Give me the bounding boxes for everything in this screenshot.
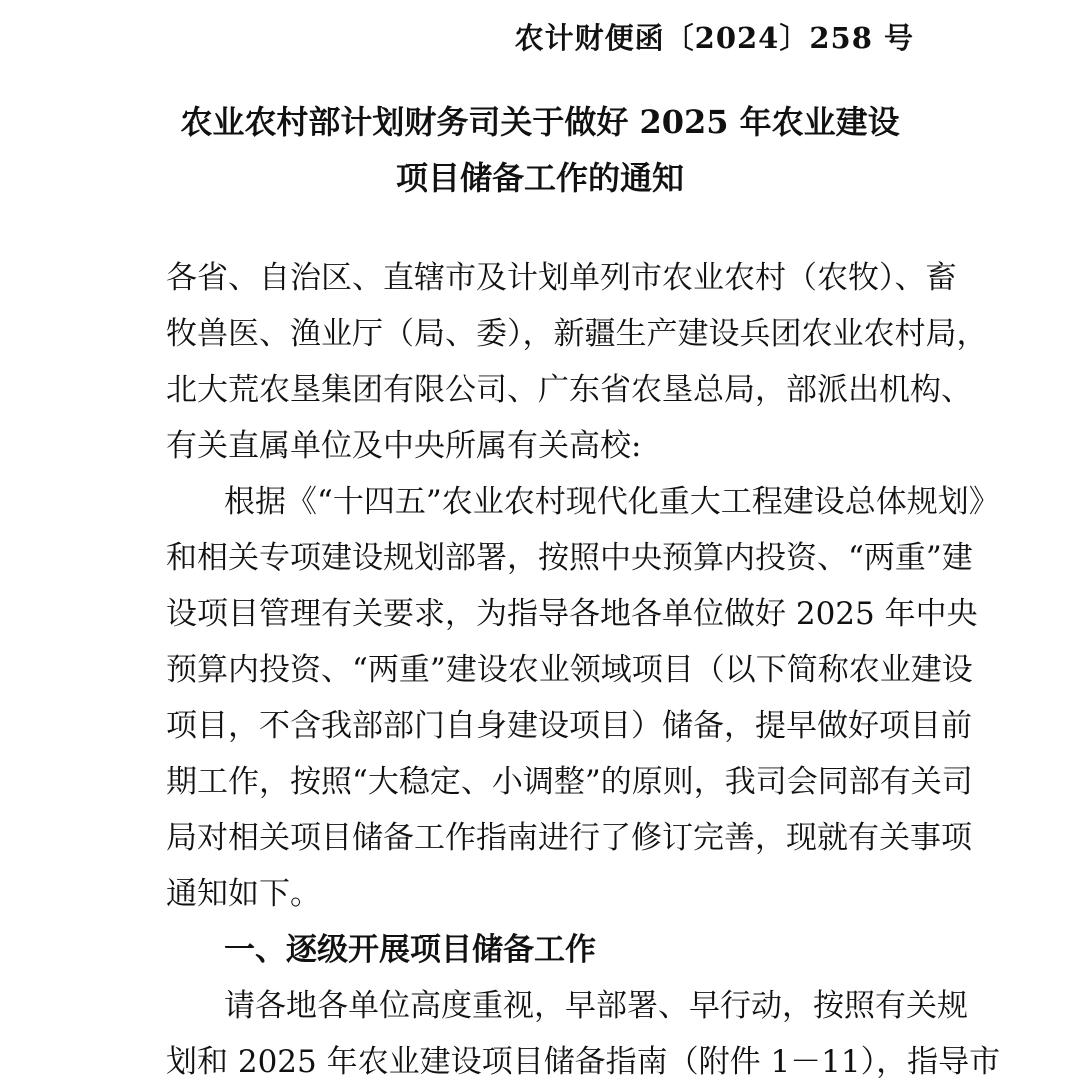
paragraph-1-line-1: 根据《“十四五”农业农村现代化重大工程建设总体规划》 bbox=[224, 484, 1000, 520]
section-heading-1: 一、逐级开展项目储备工作 bbox=[224, 932, 596, 968]
paragraph-2-line-1: 请各地各单位高度重视，早部署、早行动，按照有关规 bbox=[224, 988, 968, 1024]
paragraph-1-line-8: 通知如下。 bbox=[166, 876, 321, 912]
paragraph-2-line-2: 划和 2025 年农业建设项目储备指南（附件 1－11），指导市 bbox=[166, 1044, 1001, 1080]
document-title-line-2: 项目储备工作的通知 bbox=[395, 159, 684, 197]
paragraph-1-line-5: 项目，不含我部部门自身建设项目）储备，提早做好项目前 bbox=[166, 708, 972, 744]
document-number: 农计财便函〔2024〕258 号 bbox=[514, 21, 914, 55]
paragraph-1-line-7: 局对相关项目储备工作指南进行了修订完善，现就有关事项 bbox=[166, 820, 972, 856]
addressee-line-4: 有关直属单位及中央所属有关高校: bbox=[166, 428, 642, 464]
paragraph-1-line-2: 和相关专项建设规划部署，按照中央预算内投资、“两重”建 bbox=[166, 540, 973, 576]
document-body bbox=[166, 250, 1001, 1090]
document-title-line-1: 农业农村部计划财务司关于做好 2025 年农业建设 bbox=[180, 103, 900, 141]
paragraph-1-line-6: 期工作，按照“大稳定、小调整”的原则，我司会同部有关司 bbox=[166, 764, 973, 800]
document-title bbox=[0, 94, 1080, 206]
paragraph-1-line-3: 设项目管理有关要求，为指导各地各单位做好 2025 年中央 bbox=[166, 596, 978, 632]
paragraph-1-line-4: 预算内投资、“两重”建设农业领域项目（以下简称农业建设 bbox=[166, 652, 973, 688]
addressee-line-3: 北大荒农垦集团有限公司、广东省农垦总局，部派出机构、 bbox=[166, 372, 972, 408]
addressee-line-1: 各省、自治区、直辖市及计划单列市农业农村（农牧）、畜 bbox=[166, 260, 957, 296]
addressee-line-2: 牧兽医、渔业厅（局、委），新疆生产建设兵团农业农村局， bbox=[166, 316, 988, 352]
